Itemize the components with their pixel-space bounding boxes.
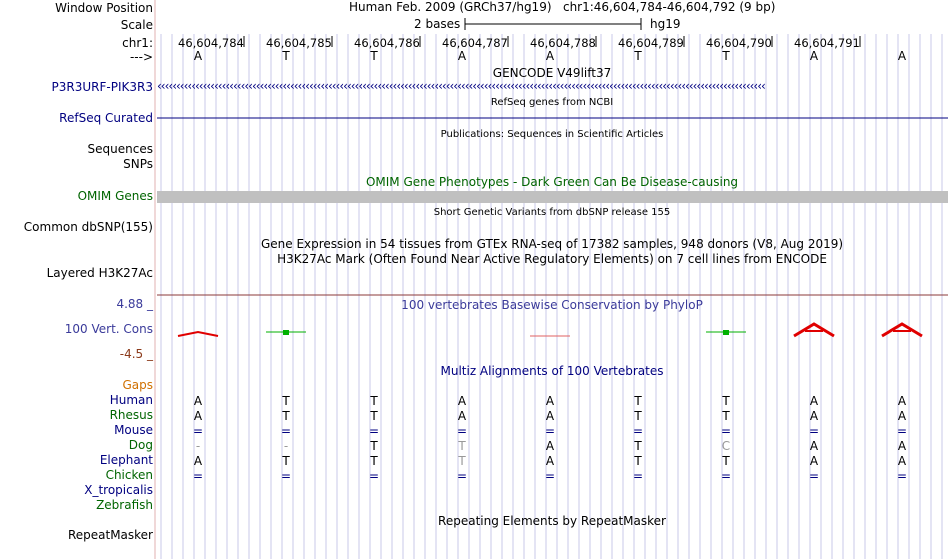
sequence-base: A	[545, 49, 555, 63]
alignment-base: T	[722, 394, 730, 408]
scale-bar	[465, 18, 641, 30]
position-tick-label: 46,604,787	[442, 36, 508, 50]
cons-score-mark	[178, 332, 218, 336]
alignment-base: =	[808, 469, 820, 483]
scale-text: 2 bases	[414, 17, 461, 31]
sequence-base: T	[634, 49, 642, 63]
sequence-base: A	[457, 49, 467, 63]
alignment-base: T	[634, 454, 642, 468]
alignment-base: =	[280, 469, 292, 483]
species-label[interactable]: Elephant	[99, 453, 153, 467]
position-range: chr1:46,604,784-46,604,792 (9 bp)	[562, 0, 776, 14]
alignment-base: A	[809, 454, 819, 468]
alignment-base: =	[456, 469, 468, 483]
window-position-label: Window Position	[55, 1, 153, 15]
species-label[interactable]: Gaps	[122, 378, 153, 392]
position-tick-label: 46,604,789	[618, 36, 684, 50]
alignment-base: =	[632, 469, 644, 483]
alignment-base: -	[195, 439, 201, 453]
repeatmasker-track-label[interactable]: RepeatMasker	[67, 528, 153, 542]
alignment-base: =	[544, 424, 556, 438]
alignment-base: -	[283, 439, 289, 453]
alignment-base: T	[634, 409, 642, 423]
alignment-base: A	[897, 409, 907, 423]
species-label[interactable]: Dog	[128, 438, 153, 452]
alignment-base: T	[458, 439, 466, 453]
dbsnp-track-label[interactable]: Common dbSNP(155)	[23, 220, 153, 234]
alignment-base: =	[544, 469, 556, 483]
alignment-base: A	[193, 394, 203, 408]
alignment-base: =	[456, 424, 468, 438]
h3k27ac-track-label[interactable]: Layered H3K27Ac	[46, 266, 153, 280]
gtex-track-title: Gene Expression in 54 tissues from GTEx RNA-seq of 17382 samples, 948 donors (V8, Aug 2019)	[260, 237, 844, 251]
alignment-base: =	[720, 469, 732, 483]
publications-track-title: Publications: Sequences in Scientific Articles	[440, 129, 664, 140]
scale-label: Scale	[120, 18, 153, 32]
position-tick-label: 46,604,784	[178, 36, 244, 50]
refseq-track-label[interactable]: RefSeq Curated	[59, 111, 153, 125]
alignment-base: T	[458, 454, 466, 468]
cons-score-mark	[283, 330, 289, 335]
alignment-base: T	[370, 439, 378, 453]
sequence-base: T	[370, 49, 378, 63]
alignment-base: =	[896, 469, 908, 483]
alignment-base: A	[457, 409, 467, 423]
sequence-base: T	[282, 49, 290, 63]
alignment-base: A	[897, 394, 907, 408]
alignment-base: A	[193, 454, 203, 468]
assembly-name: Human Feb. 2009 (GRCh37/hg19)	[349, 0, 552, 14]
gencode-gene-label[interactable]: P3R3URF-PIK3R3	[51, 80, 153, 94]
gencode-track-title: GENCODE V49lift37	[492, 66, 612, 80]
alignment-base: A	[897, 439, 907, 453]
omim-track-label[interactable]: OMIM Genes	[77, 189, 153, 203]
chrom-label: chr1:	[122, 36, 153, 50]
alignment-base: A	[545, 394, 555, 408]
alignment-base: A	[809, 439, 819, 453]
alignment-base: =	[280, 424, 292, 438]
omim-track-title: OMIM Gene Phenotypes - Dark Green Can Be Disease-causing	[365, 175, 739, 189]
alignment-base: =	[632, 424, 644, 438]
alignment-base: A	[809, 394, 819, 408]
species-label[interactable]: Zebrafish	[96, 498, 153, 512]
alignment-base: T	[634, 394, 642, 408]
dbsnp-track-title: Short Genetic Variants from dbSNP release 155	[433, 207, 671, 218]
alignment-base: T	[282, 394, 290, 408]
alignment-base: A	[897, 454, 907, 468]
alignment-base: =	[192, 424, 204, 438]
alignment-base: A	[545, 439, 555, 453]
multiz-track-title: Multiz Alignments of 100 Vertebrates	[440, 364, 664, 378]
sequence-base: T	[722, 49, 730, 63]
alignment-base: A	[193, 409, 203, 423]
sequence-base: A	[897, 49, 907, 63]
species-label[interactable]: Chicken	[105, 468, 153, 482]
alignment-base: T	[722, 409, 730, 423]
alignment-base: T	[634, 439, 642, 453]
alignment-base: T	[722, 454, 730, 468]
position-tick-label: 46,604,790	[706, 36, 772, 50]
alignment-base: =	[896, 424, 908, 438]
gencode-gene-feature[interactable]: ‹‹‹‹‹‹‹‹‹‹‹‹‹‹‹‹‹‹‹‹‹‹‹‹‹‹‹‹‹‹‹‹‹‹‹‹‹‹‹‹‹‹‹‹‹‹‹‹‹‹‹‹‹‹‹‹‹‹‹‹‹‹‹‹‹‹‹‹‹‹‹‹‹‹‹‹‹‹‹‹‹‹‹‹‹‹‹‹‹‹‹‹‹‹‹‹‹‹‹‹‹‹‹‹‹‹‹‹‹‹‹‹‹‹‹‹‹‹‹‹‹‹‹‹‹‹‹‹‹‹‹‹‹‹‹‹‹‹‹‹‹‹‹‹‹‹‹‹‹‹‹‹‹‹‹‹‹‹‹‹	[157, 79, 765, 93]
alignment-base: =	[720, 424, 732, 438]
species-label[interactable]: Mouse	[114, 423, 153, 437]
alignment-base: A	[545, 454, 555, 468]
cons-max-label: 4.88 _	[116, 297, 153, 311]
sequence-base: A	[193, 49, 203, 63]
species-label[interactable]: Human	[109, 393, 153, 407]
db-name: hg19	[650, 17, 681, 31]
position-tick-label: 46,604,788	[530, 36, 596, 50]
alignment-base: T	[370, 394, 378, 408]
snps-track-label[interactable]: SNPs	[123, 157, 153, 171]
alignment-base: T	[282, 409, 290, 423]
alignment-base: =	[368, 469, 380, 483]
repeatmasker-track-title: Repeating Elements by RepeatMasker	[438, 514, 666, 528]
species-label[interactable]: X_tropicalis	[84, 483, 153, 497]
alignment-base: A	[809, 409, 819, 423]
alignment-base: A	[457, 394, 467, 408]
alignment-base: C	[721, 439, 731, 453]
sequence-base: A	[809, 49, 819, 63]
alignment-base: A	[545, 409, 555, 423]
alignment-base: T	[370, 454, 378, 468]
cons-track-title: 100 vertebrates Basewise Conservation by PhyloP	[401, 298, 703, 312]
cons-score-mark	[723, 330, 729, 335]
position-tick-label: 46,604,786	[354, 36, 420, 50]
species-label[interactable]: Rhesus	[109, 408, 153, 422]
position-tick-label: 46,604,785	[266, 36, 332, 50]
alignment-base: =	[808, 424, 820, 438]
omim-gene-bar	[157, 191, 948, 203]
cons-min-label: -4.5 _	[119, 347, 153, 361]
h3k27ac-track-title: H3K27Ac Mark (Often Found Near Active Regulatory Elements) on 7 cell lines from ENCODE	[277, 252, 827, 266]
refseq-track-title: RefSeq genes from NCBI	[490, 97, 614, 108]
assembly-title	[349, 0, 775, 14]
alignment-base: =	[368, 424, 380, 438]
alignment-base: T	[370, 409, 378, 423]
alignment-base: T	[282, 454, 290, 468]
strand-label: --->	[129, 50, 153, 64]
cons-track-label[interactable]: 100 Vert. Cons	[64, 322, 153, 336]
alignment-base: =	[192, 469, 204, 483]
position-tick-label: 46,604,791	[794, 36, 860, 50]
sequences-track-label[interactable]: Sequences	[87, 142, 153, 156]
